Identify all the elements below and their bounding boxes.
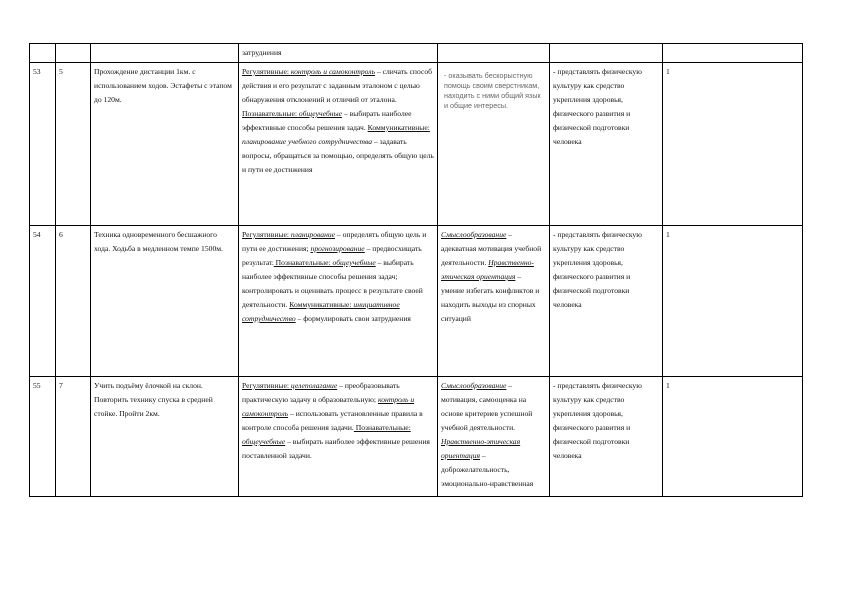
lesson-subnumber-cell: 5 (56, 63, 91, 226)
lesson-topic-cell: Учить подъёму ёлочкой на склон. Повторить технику спуска в средней стойке. Пройти 2км. (91, 377, 239, 497)
lesson-subnumber-cell (56, 44, 91, 63)
text-segment: Регулятивные: (242, 230, 291, 239)
text-segment: - представлять физическую культуру как средство укрепления здоровья, физического развития и физической подготовки человека (553, 67, 642, 146)
table-row (30, 377, 803, 497)
lesson-number-cell: 54 (30, 226, 56, 377)
lesson-number-cell: 53 (30, 63, 56, 226)
text-segment: Смыслообразование (441, 230, 507, 239)
meta-skills-cell (239, 377, 438, 497)
table-body (30, 44, 803, 497)
text-segment: – адекватная мотивация учебной деятельности. (441, 230, 542, 267)
text-segment: – использовать установленные правила в контроле способа решения задачи. (242, 409, 423, 432)
text-segment: Нравственно-этическая ориентация (441, 258, 534, 281)
lesson-number-cell (30, 44, 56, 63)
subject-goal-cell (550, 44, 663, 63)
subject-goal-cell (550, 226, 663, 377)
text-segment: – сличать способ действия и его результат с заданным эталоном с целью обнаружения отклонений и отличий от эталона. (242, 67, 432, 104)
text-segment: контроль и самоконтроль (242, 395, 415, 418)
lesson-topic-cell (91, 44, 239, 63)
text-segment: Коммуникативные: (289, 300, 354, 309)
text-segment: Познавательные: (273, 258, 333, 267)
lesson-number-cell: 55 (30, 377, 56, 497)
text-segment: – определять общую цель и пути ее достижения; (242, 230, 427, 253)
text-segment: Познавательные: (242, 109, 299, 118)
text-segment: затруднения (242, 48, 282, 57)
text-segment: – выбирать наиболее эффективные способы решения задач; контролировать и оценивать процесс в результате своей деятельности. (242, 258, 423, 309)
personal-results-cell (438, 63, 550, 226)
text-segment: общеучебные (332, 258, 376, 267)
text-segment: – формулировать свои затруднения (295, 314, 411, 323)
lesson-topic-cell: Техника одновременного бесшажного хода. Ходьба в медленном темпе 1500м. (91, 226, 239, 377)
table-row (30, 44, 803, 63)
text-segment: Коммуникативные: (367, 123, 430, 132)
text-segment: – задавать вопросы, обращаться за помощью, определять общую цель и пути ее достижения (242, 137, 434, 174)
text-segment: – мотивация, самооценка на основе критериев успешной учебной деятельности. (441, 381, 533, 432)
text-segment: – предвосхищать результат. (242, 244, 422, 267)
text-segment: – умение избегать конфликтов и находить выходы из спорных ситуаций (441, 272, 540, 323)
meta-skills-cell (239, 226, 438, 377)
personal-results-cell (438, 377, 550, 497)
subject-goal-cell (550, 63, 663, 226)
text-segment: - представлять физическую культуру как средство укрепления здоровья, физического развития и физической подготовки человека (553, 381, 642, 460)
text-segment: общеучебные (242, 437, 286, 446)
text-segment: Нравственно-этическая ориентация (441, 437, 521, 460)
text-segment: планирование (290, 230, 336, 239)
lesson-subnumber-cell: 6 (56, 226, 91, 377)
text-segment: – выбирать наиболее эффективные способы решения задач. (242, 109, 412, 132)
text-segment: общеучебные (298, 109, 343, 118)
table-row (30, 226, 803, 377)
table-row (30, 63, 803, 226)
meta-skills-cell (239, 63, 438, 226)
text-segment: – доброжелательность, эмоционально-нравственная (441, 451, 534, 488)
hours-cell: 1 (663, 377, 803, 497)
hours-cell: 1 (663, 63, 803, 226)
lesson-subnumber-cell: 7 (56, 377, 91, 497)
text-segment: прогнозирование (310, 244, 365, 253)
text-segment: планирование учебного сотрудничества (242, 137, 373, 146)
personal-results-cell (438, 44, 550, 63)
lesson-topic-cell: Прохождение дистанции 1км. с использованием ходов. Эстафеты с этапом до 120м. (91, 63, 239, 226)
text-segment: - оказывать бескорыстную помощь своим сверстникам, находить с ними общий язык и общие интересы. (444, 71, 541, 110)
text-segment: Смыслообразование (441, 381, 507, 390)
text-segment: инициативное сотрудничество (242, 300, 400, 323)
text-segment: целеполагание (290, 381, 338, 390)
personal-results-cell (438, 226, 550, 377)
hours-cell (663, 44, 803, 63)
hours-cell: 1 (663, 226, 803, 377)
text-segment: контроль и самоконтроль (290, 67, 376, 76)
meta-skills-cell (239, 44, 438, 63)
text-segment: Регулятивные: (242, 381, 291, 390)
text-segment: – выбирать наиболее эффективные решения поставленной задачи. (242, 437, 430, 460)
text-segment: Познавательные: (353, 423, 411, 432)
lesson-plan-table (29, 43, 803, 497)
subject-goal-cell (550, 377, 663, 497)
text-segment: – преобразовывать практическую задачу в образовательную; (242, 381, 400, 404)
text-segment: - представлять физическую культуру как средство укрепления здоровья, физического развития и физической подготовки человека (553, 230, 642, 309)
text-segment: Регулятивные: (242, 67, 291, 76)
